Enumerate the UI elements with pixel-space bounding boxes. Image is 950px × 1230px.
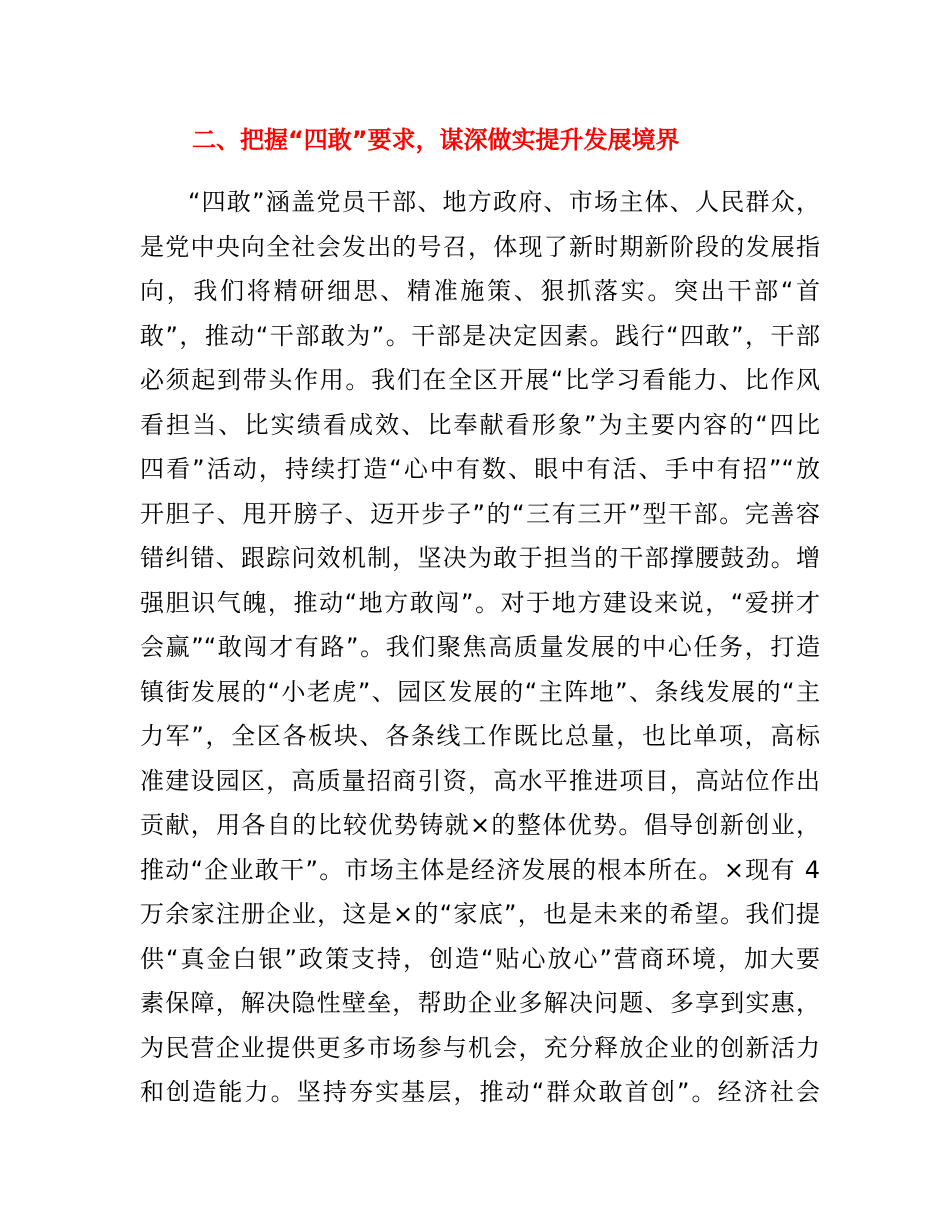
paragraph-line: 贡献，用各自的比较优势铸就×的整体优势。倡导创新创业，: [140, 811, 820, 839]
paragraph-line: 敢”，推动“干部敢为”。干部是决定因素。践行“四敢”，干部: [140, 321, 820, 350]
paragraph-line: 素保障，解决隐性壁垒，帮助企业多解决问题、多享到实惠，: [140, 989, 820, 1017]
paragraph-line: 四看”活动，持续打造“心中有数、眼中有活、手中有招”“放: [140, 455, 820, 483]
paragraph-line: 向，我们将精研细思、精准施策、狠抓落实。突出干部“首: [140, 277, 820, 305]
paragraph-line: 供“真金白银”政策支持，创造“贴心放心”营商环境，加大要: [140, 944, 820, 973]
paragraph-line: 开胆子、甩开膀子、迈开步子”的“三有三开”型干部。完善容: [140, 499, 820, 528]
paragraph-line: 为民营企业提供更多市场参与机会，充分释放企业的创新活力: [140, 1033, 820, 1062]
paragraph-line: 镇街发展的“小老虎”、园区发展的“主阵地”、条线发展的“主: [140, 677, 820, 706]
paragraph-line: 是党中央向全社会发出的号召，体现了新时期新阶段的发展指: [140, 232, 820, 261]
body-paragraph: [140, 180, 820, 1115]
paragraph-line: 强胆识气魄，推动“地方敢闯”。对于地方建设来说，“爱拼才: [140, 588, 820, 617]
paragraph-line: 和创造能力。坚持夯实基层，推动“群众敢首创”。经济社会: [140, 1078, 820, 1106]
paragraph-line: 力军”，全区各板块、各条线工作既比总量，也比单项，高标: [140, 722, 820, 750]
paragraph-line: 万余家注册企业，这是×的“家底”，也是未来的希望。我们提: [140, 900, 820, 928]
paragraph-line: 看担当、比实绩看成效、比奉献看形象”为主要内容的“四比: [140, 410, 820, 439]
section-heading: 二、把握“四敢”要求，谋深做实提升发展境界: [192, 126, 680, 154]
paragraph-line: 错纠错、跟踪问效机制，坚决为敢于担当的干部撑腰鼓劲。增: [140, 544, 820, 572]
paragraph-line: 会赢”“敢闯才有路”。我们聚焦高质量发展的中心任务，打造: [140, 633, 820, 661]
paragraph-line: 推动“企业敢干”。市场主体是经济发展的根本所在。×现有 4: [140, 855, 820, 884]
paragraph-line: 准建设园区，高质量招商引资，高水平推进项目，高站位作出: [140, 766, 820, 795]
paragraph-line: “四敢”涵盖党员干部、地方政府、市场主体、人民群众，: [188, 188, 820, 216]
paragraph-line: 必须起到带头作用。我们在全区开展“比学习看能力、比作风: [140, 366, 820, 394]
